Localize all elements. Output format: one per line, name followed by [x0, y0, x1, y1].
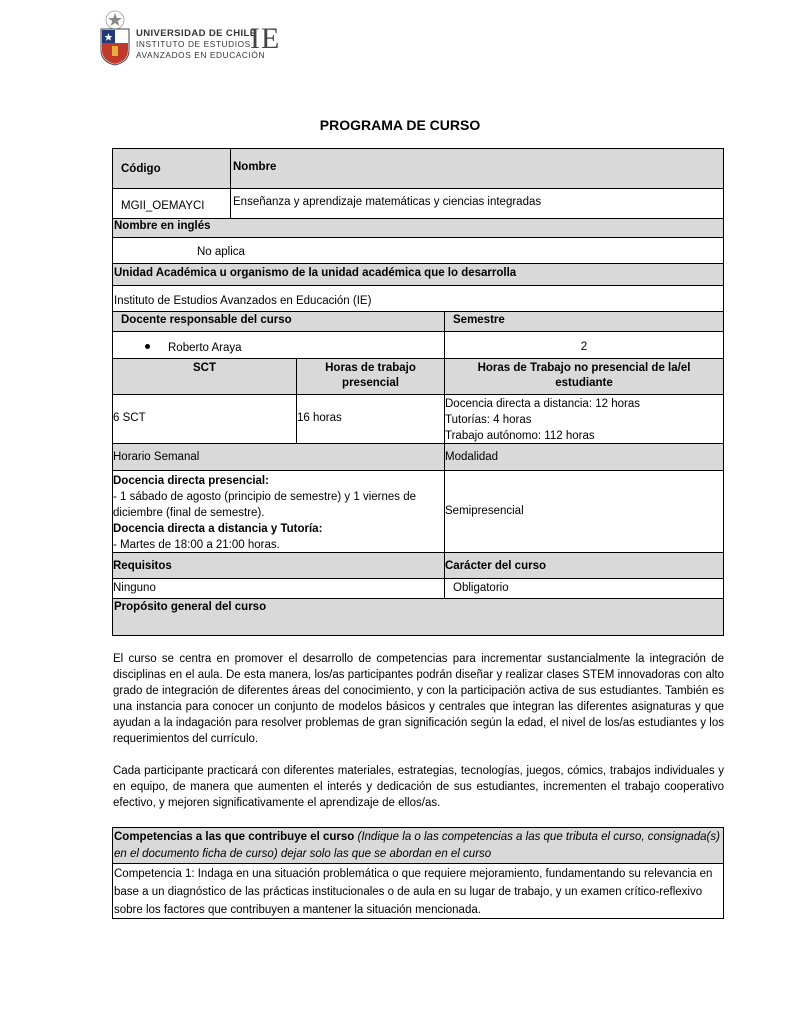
proposito-paragraph-2: Cada participante practicará con diferentes materiales, estrategias, tecnologías, juegos, cómics, trabajos individuales y en equipo, de manera que aumenten el interés y dedicación de sus estudiantes, incrementen el trabajo cooperativo efectivo, y mejoren significativamente el aprendizaje de ellos/as.	[113, 765, 724, 809]
sct-label: SCT	[112, 358, 297, 395]
modalidad-value: Semipresencial	[444, 470, 724, 553]
docente-value: Roberto Araya	[168, 342, 242, 354]
proposito-text	[112, 635, 724, 828]
unidad-label: Unidad Académica u organismo de la unidad académica que lo desarrolla	[112, 263, 724, 286]
codigo-value: MGII_OEMAYCI	[112, 188, 231, 219]
page-title: PROGRAMA DE CURSO	[319, 117, 481, 133]
horas-no-presencial-values	[444, 394, 724, 444]
horas-no-presencial-label: Horas de Trabajo no presencial de la/el estudiante	[444, 358, 724, 395]
caracter-label: Carácter del curso	[444, 552, 724, 579]
proposito-label: Propósito general del curso	[112, 598, 724, 636]
nombre-value: Enseñanza y aprendizaje matemáticas y ciencias integradas	[230, 188, 724, 219]
institute-line-1: INSTITUTO DE ESTUDIOS	[136, 39, 251, 49]
horas-presencial-value: 16 horas	[296, 394, 445, 444]
horas-presencial-label: Horas de trabajo presencial	[296, 358, 445, 395]
university-logo	[100, 10, 290, 62]
requisitos-value: Ninguno	[112, 578, 445, 599]
nombre-label: Nombre	[230, 148, 724, 189]
star-emblem-icon	[105, 10, 125, 30]
horario-distancia-text: - Martes de 18:00 a 21:00 horas.	[113, 539, 280, 551]
docente-label: Docente responsable del curso	[112, 311, 445, 332]
semestre-value: 2	[444, 331, 724, 359]
horario-presencial-text: - 1 sábado de agosto (principio de semestre) y 1 viernes de diciembre (final de semestre).	[113, 491, 416, 519]
competencias-note: (Indique la o las competencias a las que tributa el curso, consignada(s) en el documento ficha de curso) dejar solo las que se abordan en el curso	[114, 831, 720, 860]
shield-icon	[100, 28, 130, 66]
nombre-ingles-value: No aplica	[112, 237, 724, 264]
competencias-header	[112, 827, 724, 864]
ie-logo-mark: IE	[250, 22, 281, 55]
competencias-label: Competencias a las que contribuye el curso	[114, 831, 355, 843]
horario-label: Horario Semanal	[112, 443, 445, 471]
unidad-value: Instituto de Estudios Avanzados en Educación (IE)	[112, 285, 724, 312]
docente-value-cell	[112, 331, 445, 359]
sct-value: 6 SCT	[112, 394, 297, 444]
horas-distancia: Docencia directa a distancia: 12 horas	[445, 398, 640, 410]
competencia-1: Competencia 1: Indaga en una situación problemática o que requiere mejoramiento, fundamentando su relevancia en base a un diagnóstico de las prácticas institucionales o de aula en su lugar de trabajo, y un examen crítico-reflexivo sobre los factores que contribuyen a mantener la situación mencionada.	[112, 863, 724, 919]
horas-autonomo: Trabajo autónomo: 112 horas	[445, 430, 595, 442]
horario-value	[112, 470, 445, 553]
nombre-ingles-label: Nombre en inglés	[112, 218, 724, 238]
caracter-value: Obligatorio	[444, 578, 724, 599]
proposito-paragraph-1: El curso se centra en promover el desarrollo de competencias para incrementar sustancialmente la integración de disciplinas en el aula. De esta manera, los/as participantes podrán diseñar y realizar clases STEM innovadoras con alto grado de integración de diferentes áreas del conocimiento, y con la participación activa de sus estudiantes. También es una instancia para conocer un conjunto de modelos básicos y centrales que integran las diferentes asignaturas y que ayudan a la indagación para resolver problemas de gran significación según la edad, el nivel de los/as estudiantes y los requerimientos del currículo.	[113, 653, 724, 745]
institute-line-2: AVANZADOS EN EDUCACIÓN	[136, 50, 266, 60]
horario-presencial-title: Docencia directa presencial:	[113, 475, 269, 487]
horas-tutorias: Tutorías: 4 horas	[445, 414, 532, 426]
university-name: UNIVERSIDAD DE CHILE	[136, 28, 257, 39]
codigo-label: Código	[112, 148, 231, 189]
horario-distancia-title: Docencia directa a distancia y Tutoría:	[113, 523, 323, 535]
semestre-label: Semestre	[444, 311, 724, 332]
requisitos-label: Requisitos	[112, 552, 445, 579]
bullet-icon	[145, 344, 150, 349]
modalidad-label: Modalidad	[444, 443, 724, 471]
